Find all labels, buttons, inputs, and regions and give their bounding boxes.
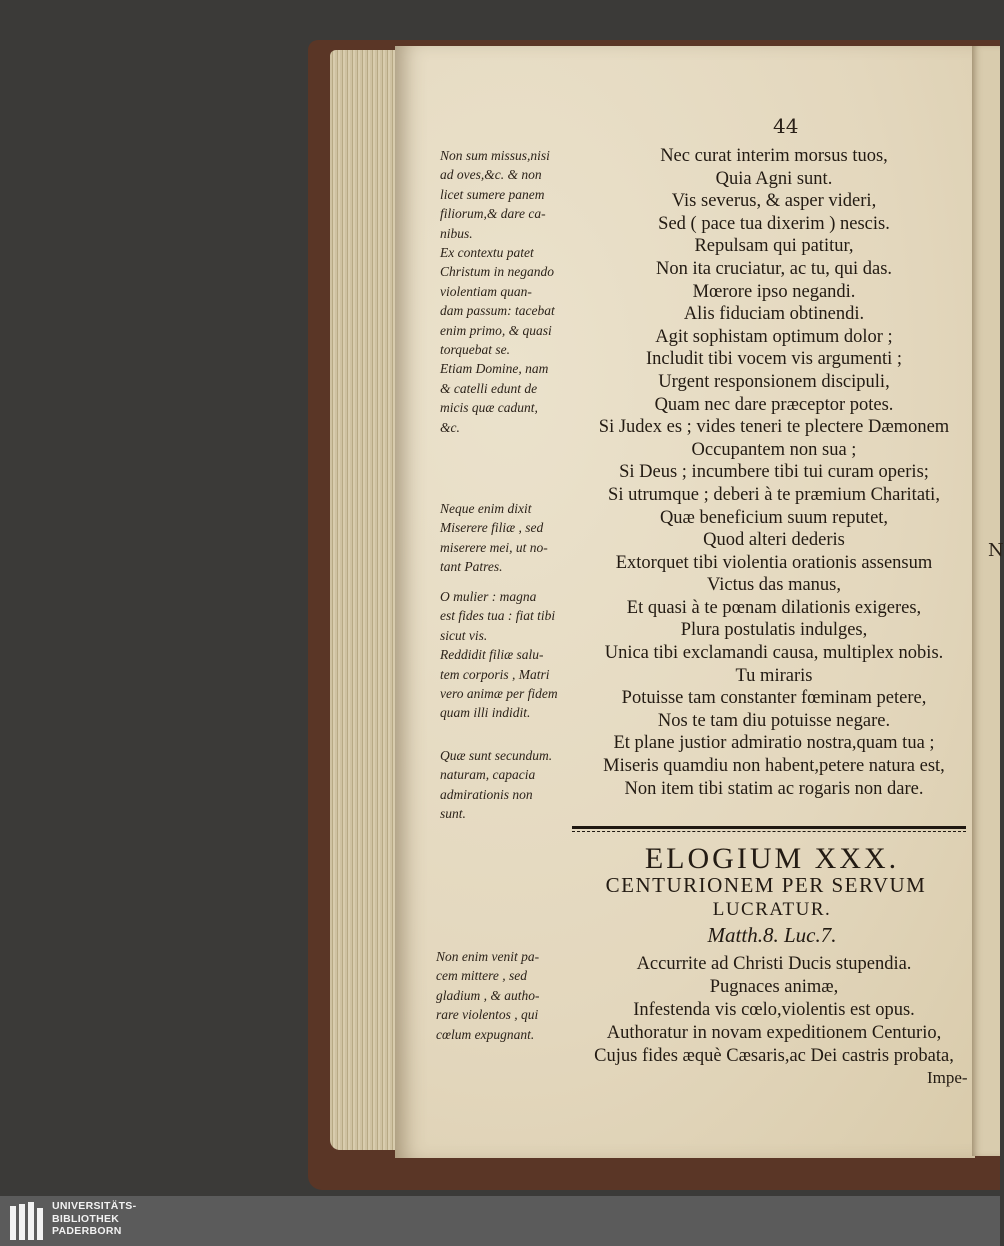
elogium-text (578, 953, 970, 1068)
facing-page-letter: N (988, 540, 1004, 561)
note-line: miserere mei, ut no- (440, 539, 548, 555)
note-line: est fides tua : fiat tibi (440, 608, 556, 624)
note-line: Quæ sunt secundum. (440, 748, 553, 763)
catchword: Impe- (927, 1068, 968, 1087)
margin-note (440, 587, 590, 723)
section-subtitle: CENTURIONEM PER SERVUM (605, 873, 927, 897)
text-line: Repulsam qui patitur, (694, 236, 854, 257)
text-line: Miseris quamdiu non habent,petere natura est, (603, 756, 945, 777)
note-line: filiorum,& dare ca- (440, 206, 546, 222)
text-line: Quam nec dare præceptor potes. (654, 394, 894, 415)
note-line: sicut vis. (440, 627, 488, 643)
main-text (578, 145, 970, 800)
library-name-line: UNIVERSITÄTS- (52, 1200, 137, 1212)
text-line: Si utrumque ; deberi à te præmium Charitati, (608, 484, 940, 505)
note-line: vero animæ per fidem (440, 686, 558, 702)
text-line: Extorquet tibi violentia orationis assensum (615, 552, 933, 573)
note-line: sunt. (440, 806, 466, 822)
text-line: Cujus fides æquè Cæsaris,ac Dei castris probata, (594, 1046, 954, 1066)
section-subtitle: LUCRATUR. (712, 899, 832, 920)
text-line: Occupantem non sua ; (691, 439, 857, 460)
note-line: rare violentos , qui (436, 1007, 539, 1023)
library-name-line: BIBLIOTHEK (52, 1212, 120, 1225)
note-line: nibus. (440, 225, 473, 241)
text-line: Pugnaces animæ, (709, 977, 839, 997)
text-line: Tu miraris (735, 665, 813, 686)
text-line: Urgent responsionem discipuli, (658, 371, 890, 392)
note-line: Neque enim dixit (440, 501, 532, 516)
text-line: Mœrore ipso negandi. (692, 281, 856, 302)
scripture-reference: Matth.8. Luc.7. (707, 923, 837, 947)
note-line: &c. (440, 419, 460, 435)
note-line: micis quæ cadunt, (440, 400, 538, 416)
text-line: Non ita cruciatur, ac tu, qui das. (655, 258, 893, 279)
note-line: Christum in negando (440, 264, 555, 280)
text-line: Plura postulatis indulges, (680, 620, 868, 641)
note-line: Miserere filiæ , sed (440, 520, 544, 536)
note-line: Non enim venit pa- (436, 949, 540, 964)
text-line: Accurrite ad Christi Ducis stupendia. (636, 954, 912, 974)
library-name (52, 1200, 136, 1238)
note-line: Ex contextu patet (440, 245, 534, 261)
text-line: Authoratur in novam expeditionem Centurio, (606, 1023, 942, 1043)
library-name-line: PADERBORN (52, 1225, 122, 1237)
note-line: licet sumere panem (440, 186, 545, 202)
note-line: ad oves,&c. & non (440, 167, 542, 183)
text-line: Unica tibi exclamandi causa, multiplex nobis. (604, 643, 944, 664)
note-line: Etiam Domine, nam (440, 361, 549, 377)
text-line: Alis fiduciam obtinendi. (683, 304, 865, 325)
margin-note (436, 947, 586, 1044)
margin-note (440, 499, 590, 577)
margin-note (440, 146, 590, 437)
page-number: 44 (773, 114, 799, 138)
text-line: Quia Agni sunt. (715, 168, 833, 189)
text-line: Si Judex es ; vides teneri te plectere Dæmonem (598, 417, 950, 438)
text-line: Infestenda vis cœlo,violentis est opus. (633, 1000, 915, 1020)
note-line: torquebat se. (440, 342, 510, 358)
note-line: dam passum: tacebat (440, 303, 555, 319)
text-line: Potuisse tam constanter fœminam petere, (621, 688, 927, 709)
section-title: ELOGIUM XXX. (644, 842, 900, 875)
note-line: quam illi indidit. (440, 705, 531, 721)
note-line: naturam, capacia (440, 767, 536, 783)
text-line: Si Deus ; incumbere tibi tui curam operis; (619, 462, 929, 483)
note-line: gladium , & autho- (436, 987, 540, 1003)
note-line: admirationis non (440, 786, 533, 802)
library-logo-icon (10, 1202, 46, 1240)
note-line: tant Patres. (440, 559, 503, 575)
text-line: Et quasi à te pœnam dilationis exigeres, (626, 597, 922, 618)
note-line: enim primo, & quasi (440, 322, 552, 338)
section-divider (572, 826, 966, 833)
text-line: Victus das manus, (706, 575, 842, 596)
text-line: Nos te tam diu potuisse negare. (657, 710, 891, 731)
text-line: Non item tibi statim ac rogaris non dare. (624, 778, 924, 799)
footer-bar (0, 1196, 1000, 1246)
note-line: tem corporis , Matri (440, 666, 550, 682)
page-edges (330, 50, 400, 1150)
note-line: cœlum expugnant. (436, 1026, 535, 1042)
text-line: Sed ( pace tua dixerim ) nescis. (658, 213, 890, 234)
note-line: & catelli edunt de (440, 380, 538, 396)
note-line: Reddidit filiæ salu- (440, 647, 544, 663)
note-line: O mulier : magna (440, 589, 537, 604)
text-line: Vis severus, & asper videri, (671, 191, 877, 212)
text-line: Includit tibi vocem vis argumenti ; (645, 349, 903, 370)
text-line: Nec curat interim morsus tuos, (660, 146, 888, 166)
note-line: cem mittere , sed (436, 968, 527, 984)
text-line: Agit sophistam optimum dolor ; (655, 326, 893, 347)
text-line: Et plane justior admiratio nostra,quam tua ; (613, 733, 935, 754)
text-line: Quod alteri dederis (703, 530, 845, 551)
margin-note (440, 746, 590, 824)
note-line: Non sum missus,nisi (440, 148, 550, 163)
facing-page-edge (972, 46, 1000, 1156)
note-line: violentiam quan- (440, 283, 532, 299)
text-line: Quæ beneficium suum reputet, (659, 507, 889, 528)
